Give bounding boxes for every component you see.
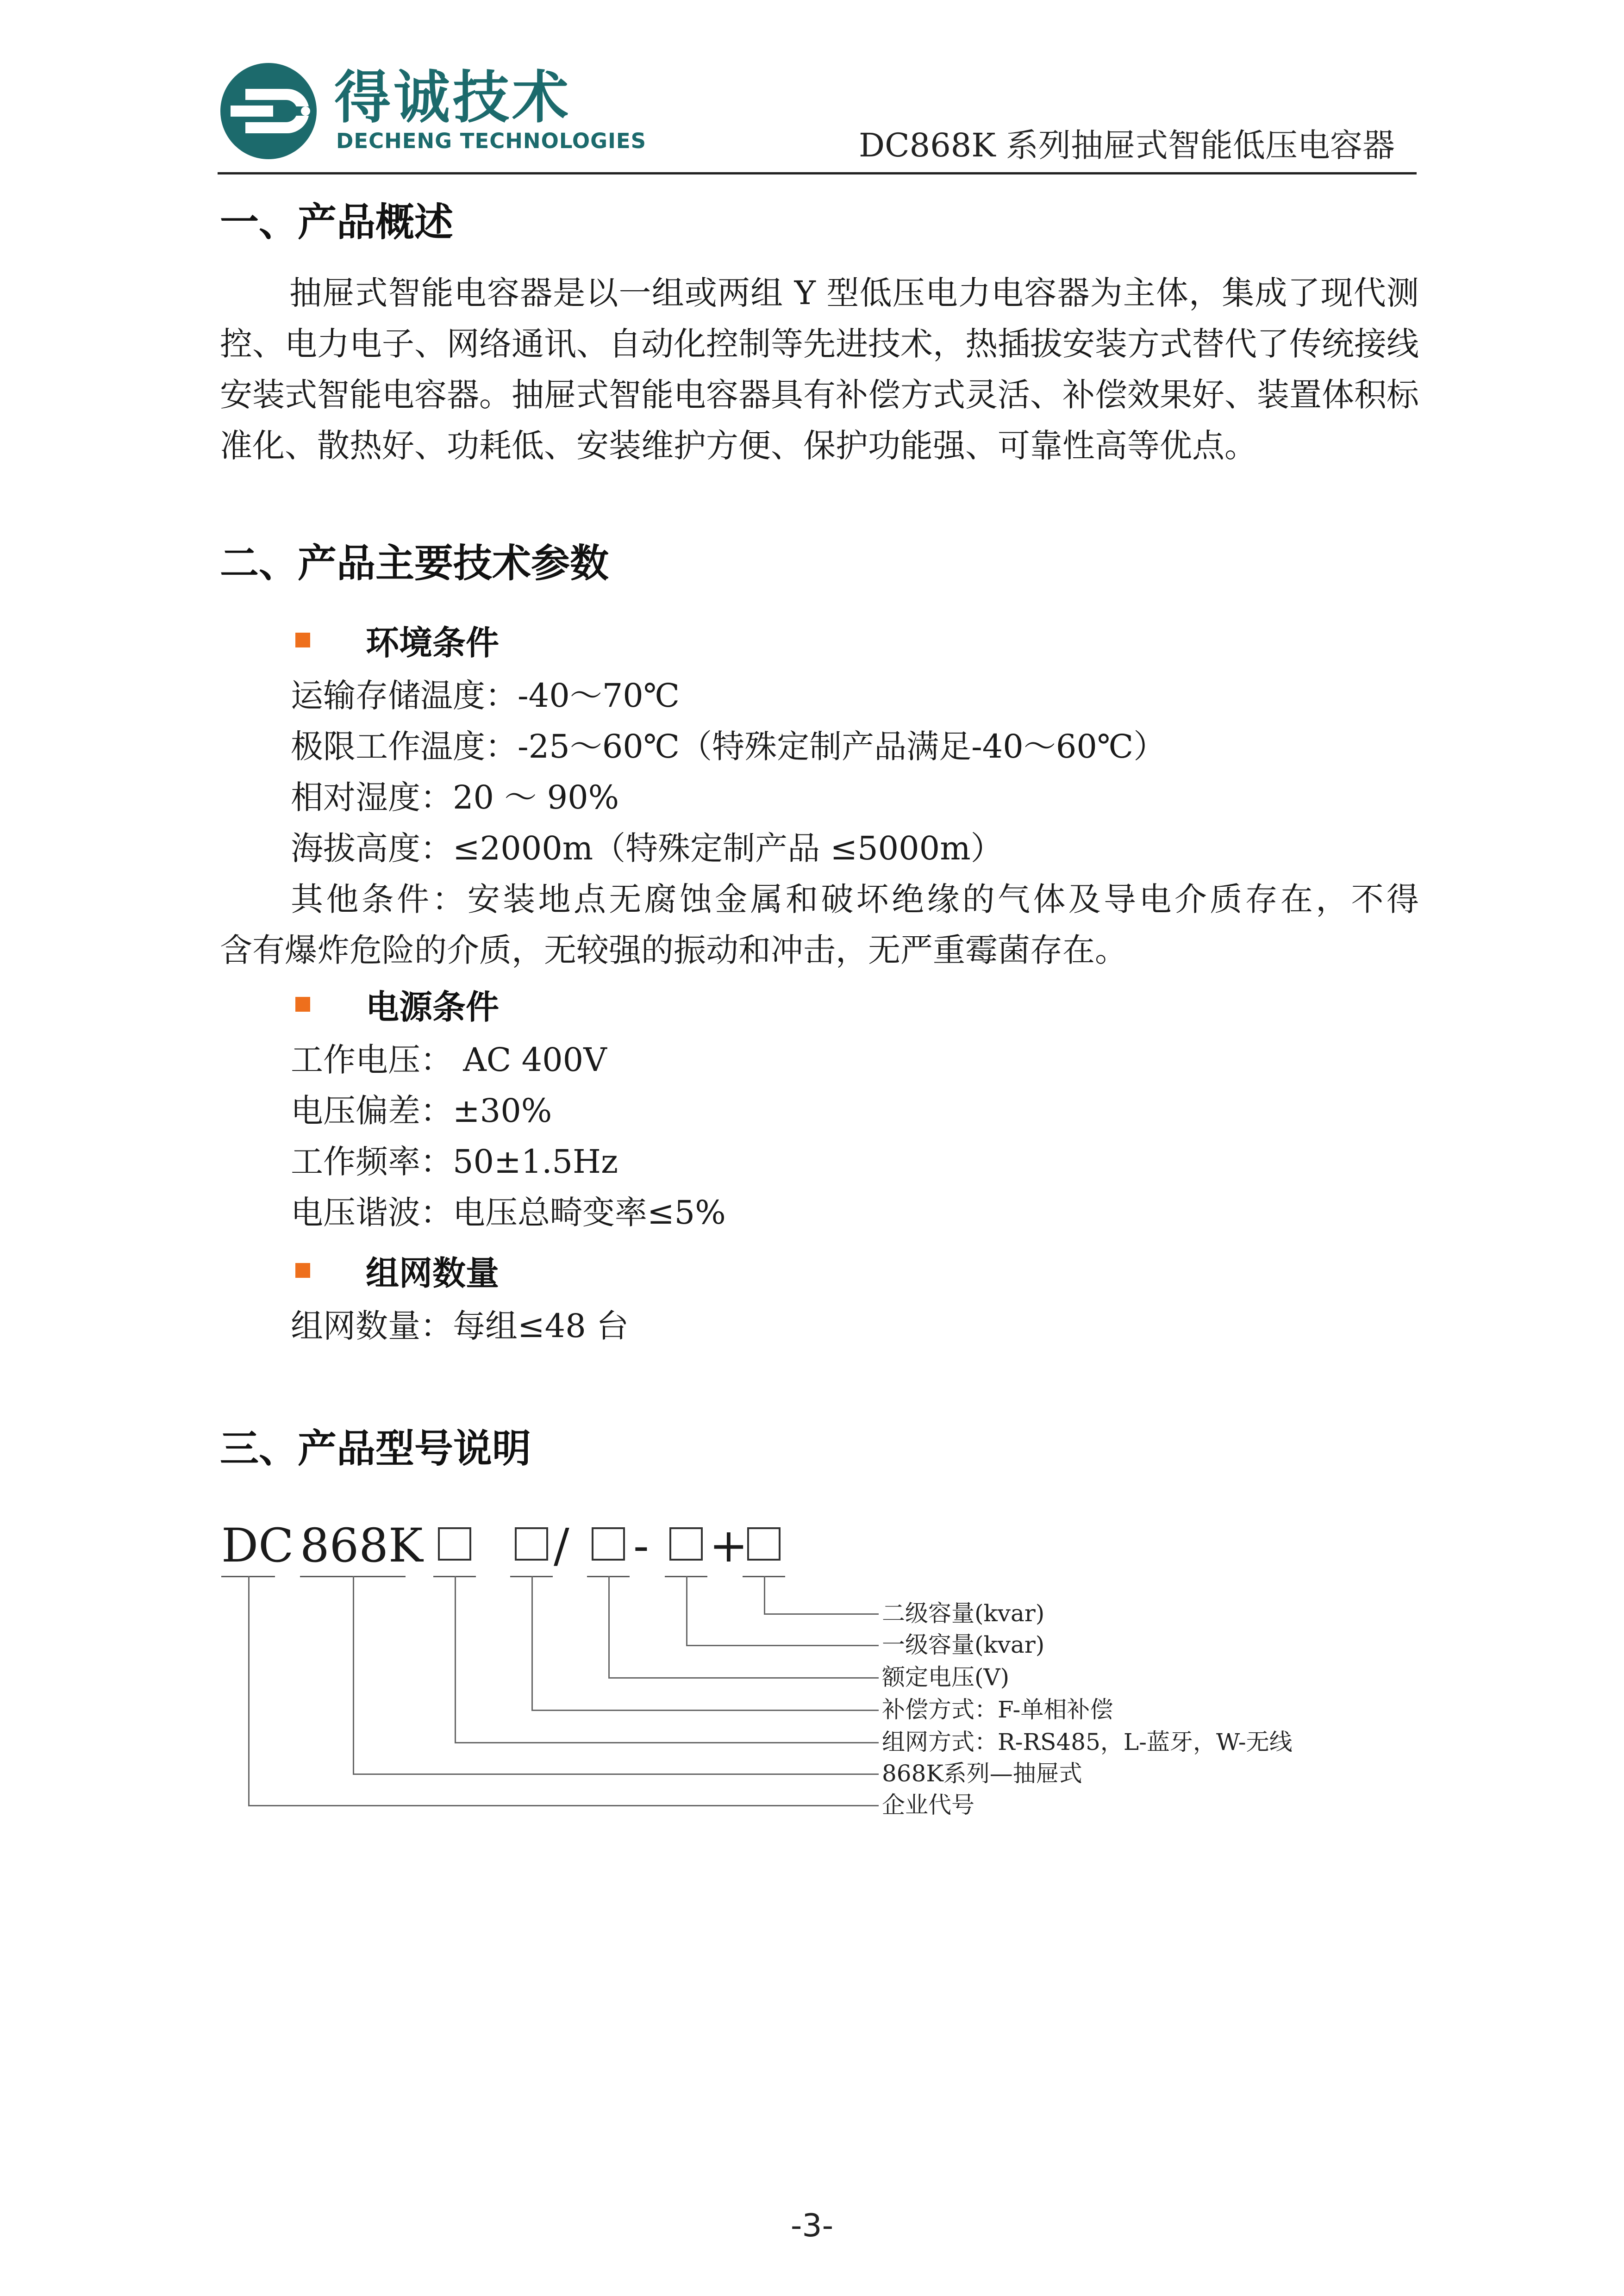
model-series: 868K: [300, 1518, 423, 1573]
model-slot-capacity-2: [747, 1527, 781, 1561]
header-divider: [218, 172, 1417, 174]
param-voltage: 工作电压： AC 400V: [291, 1041, 607, 1079]
section-title-parameters: 二、产品主要技术参数: [220, 541, 609, 586]
leader-horizontal-network: [455, 1742, 879, 1743]
bullet-label: 组网数量: [366, 1254, 500, 1293]
param-harmonic: 电压谐波：电压总畸变率≤5%: [291, 1194, 726, 1232]
param-voltage-deviation: 电压偏差：±30%: [291, 1092, 552, 1130]
model-plus: +: [709, 1518, 748, 1573]
brand-name-cn: 得诚技术: [334, 65, 571, 131]
legend-capacity-2: 二级容量(kvar): [882, 1600, 1045, 1627]
leader-vertical-prefix: [248, 1576, 250, 1805]
param-other-line-2: 含有爆炸危险的介质，无较强的振动和冲击，无严重霉菌存在。: [220, 931, 1127, 969]
section-title-model: 三、产品型号说明: [220, 1426, 531, 1471]
leader-horizontal-series: [353, 1773, 879, 1775]
model-prefix: DC: [221, 1518, 294, 1573]
leader-vertical-capacity-2: [764, 1576, 765, 1614]
legend-capacity-1: 一级容量(kvar): [882, 1631, 1045, 1658]
leader-vertical-capacity-1: [686, 1576, 687, 1645]
brand-name-en: DECHENG TECHNOLOGIES: [336, 129, 646, 153]
param-altitude: 海拔高度：≤2000m（特殊定制产品 ≤5000m）: [291, 829, 1003, 867]
bullet-label: 环境条件: [366, 623, 500, 662]
leader-vertical-compensation: [531, 1576, 533, 1710]
legend-company-code: 企业代号: [882, 1792, 974, 1818]
legend-compensation: 补偿方式：F-单相补偿: [882, 1696, 1113, 1723]
param-humidity: 相对湿度：20 ～ 90%: [291, 778, 619, 816]
page-number: -3-: [790, 2208, 834, 2244]
model-slot-network: [438, 1527, 471, 1561]
bullet-power: [295, 979, 499, 1030]
leader-horizontal-voltage: [608, 1677, 879, 1679]
leader-vertical-voltage: [608, 1576, 610, 1678]
leader-horizontal-capacity-2: [764, 1613, 879, 1615]
bullet-square-icon: [295, 997, 310, 1012]
model-dash: -: [633, 1518, 649, 1573]
section-title-overview: 一、产品概述: [220, 199, 454, 245]
bullet-environment: [295, 615, 499, 666]
bullet-network: [295, 1245, 499, 1296]
param-network-count: 组网数量：每组≤48 台: [291, 1307, 629, 1345]
company-logo: [218, 60, 319, 162]
model-slash: /: [554, 1518, 569, 1573]
bullet-square-icon: [295, 633, 310, 647]
leader-vertical-network: [455, 1576, 456, 1742]
leader-horizontal-prefix: [248, 1805, 879, 1806]
bullet-label: 电源条件: [366, 988, 500, 1027]
param-working-temp: 极限工作温度：-25～60℃（特殊定制产品满足-40～60℃）: [291, 728, 1166, 765]
legend-rated-voltage: 额定电压(V): [882, 1664, 1010, 1691]
model-slot-compensation: [515, 1527, 548, 1561]
model-slot-voltage: [592, 1527, 625, 1561]
leader-vertical-series: [353, 1576, 354, 1774]
legend-network-mode: 组网方式：R-RS485，L-蓝牙，W-无线: [882, 1729, 1293, 1755]
param-other-line-1: 其他条件：安装地点无腐蚀金属和破坏绝缘的气体及导电介质存在，不得: [291, 880, 1419, 918]
document-title: DC868K 系列抽屉式智能低压电容器: [859, 126, 1395, 164]
overview-paragraph: 抽屉式智能电容器是以一组或两组 Y 型低压电力电容器为主体，集成了现代测控、电力电子、网络通讯、自动化控制等先进技术，热插拔安装方式替代了传统接线安装式智能电容器。抽屉式智能电容器具有补偿方式灵活、补偿效果好、装置体积标准化、散热好、功耗低、安装维护方便、保护功能强、可靠性高等优点。: [220, 274, 1419, 465]
leader-horizontal-compensation: [531, 1710, 879, 1711]
leader-horizontal-capacity-1: [686, 1645, 879, 1646]
model-slot-capacity-1: [669, 1527, 703, 1561]
param-other-conditions: [220, 874, 1419, 976]
param-storage-temp: 运输存储温度：-40～70℃: [291, 677, 680, 715]
legend-series: 868K系列—抽屉式: [882, 1760, 1082, 1787]
param-frequency: 工作频率：50±1.5Hz: [291, 1143, 618, 1181]
bullet-square-icon: [295, 1263, 310, 1278]
